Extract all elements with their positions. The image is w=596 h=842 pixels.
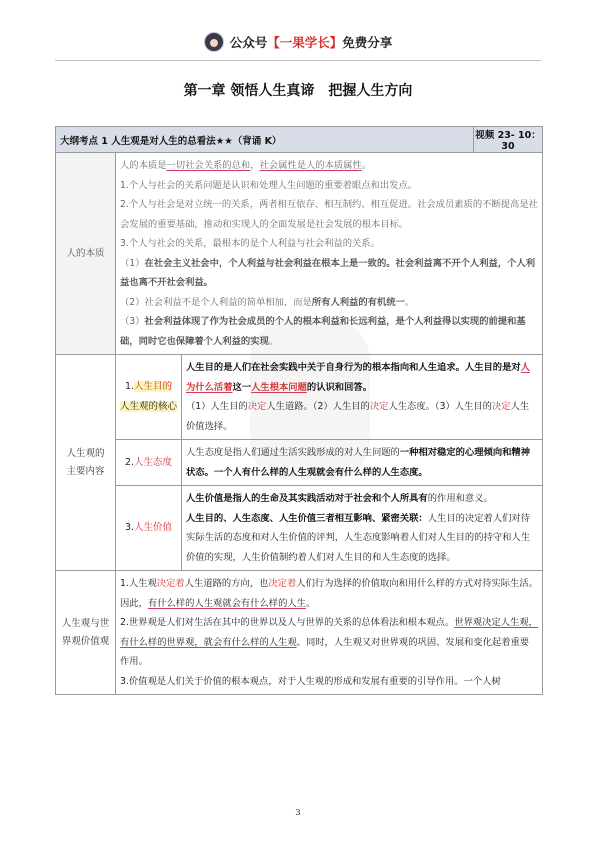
nature-line-1: 人的本质是一切社会关系的总和，社会属性是人的本质属性。 (120, 160, 372, 171)
nature-line-7: （3）社会利益体现了作为社会成员的个人的根本利益和长远利益，是个人利益得以实现的前提和基础，同时它也保障着个人利益的实现。 (120, 316, 526, 347)
sub-label-value: 3.人生价值 (116, 486, 182, 571)
nature-line-4: 3.个人与社会的关系，最根本的是个人利益与社会利益的关系。 (120, 238, 380, 249)
section-label-worldview: 人生观与世 界观价值观 (56, 571, 116, 695)
worldview-line-3: 3.价值观是人们关于价值的根本观点，对于人生观的形成和发展有重要的引导作用。一个人树 (120, 675, 501, 687)
sub-content-goal (182, 355, 543, 440)
header-divider (55, 60, 541, 61)
goal-line-1: 人生目的是人们在社会实践中关于自身行为的根本指向和人生追求。人生目的是对人为什么活着这一人生根本问题的认识和回答。 (186, 362, 531, 393)
nature-line-3: 2.个人与社会是对立统一的关系，两者相互依存、相互制约、相互促进。社会成员素质的不断提高是社会发展的重要基础，推动和实现人的全面发展是社会发展的根本目标。 (120, 199, 538, 230)
value-line-1: 人生价值是指人的生命及其实践活动对于社会和个人所具有的作用和意义。 (186, 493, 493, 504)
section-label-content: 人生观的 主要内容 (56, 355, 116, 571)
sub-content-value (182, 486, 543, 571)
page-number: 3 (295, 808, 301, 818)
sub-label-attitude: 2.人生态度 (116, 440, 182, 486)
section-content-worldview (116, 571, 543, 695)
page-header (0, 30, 596, 54)
nature-line-5: （1）在社会主义社会中，个人利益与社会利益在根本上是一致的。社会利益离不开个人利益，个人利益也离不开社会利益。 (120, 257, 535, 288)
value-line-2: 人生目的、人生态度、人生价值三者相互影响、紧密关联：人生目的决定着人们对待实际生活的态度和对人生价值的评判，人生态度影响着人们对人生目的的持守和人生价值的实现，人生价值制约着人们对人生目的和人生态度的选择。 (186, 512, 531, 563)
worldview-line-1: 1.人生观决定着人生道路的方向，也决定着人们行为选择的价值取向和用什么样的方式对待实际生活。因此，有什么样的人生观就会有什么样的人生。 (120, 578, 538, 609)
video-link[interactable]: 视频 23- 10：30 (474, 127, 543, 153)
section-label-nature: 人的本质 (56, 153, 116, 355)
worldview-line-2: 2.世界观是人们对生活在其中的世界以及人与世界的关系的总体看法和根本观点。世界观决定人生观，有什么样的世界观，就会有什么样的人生观。同时，人生观又对世界观的巩固、发展和变化起着重要作用。 (120, 617, 538, 667)
header-prefix: 公众号 (229, 35, 268, 50)
attitude-line-1: 人生态度是指人们通过生活实践形成的对人生问题的一种相对稳定的心理倾向和精神状态。一个人有什么样的人生观就会有什么样的人生态度。 (186, 447, 531, 478)
section-content-nature (116, 153, 543, 355)
avatar-icon (204, 32, 224, 52)
header-brand: 【一果学长】 (267, 35, 343, 50)
sub-label-goal: 1.人生目的 人生观的核心 (116, 355, 182, 440)
topic-title: 大纲考点 1 人生观是对人生的总看法★★（背诵 K） (56, 127, 474, 153)
nature-line-2: 1.个人与社会的关系问题是认识和处理人生问题的重要着眼点和出发点。 (120, 179, 418, 191)
knowledge-table (55, 126, 543, 695)
sub-content-attitude (182, 440, 543, 486)
chapter-title: 第一章 领悟人生真谛 把握人生方向 (183, 83, 413, 99)
header-suffix: 免费分享 (342, 35, 393, 50)
nature-line-6: （2）社会利益不是个人利益的简单相加，而是所有人利益的有机统一。 (120, 296, 415, 308)
goal-line-2: （1）人生目的决定人生道路。（2）人生目的决定人生态度。（3）人生目的决定人生价值选择。 (186, 401, 530, 432)
